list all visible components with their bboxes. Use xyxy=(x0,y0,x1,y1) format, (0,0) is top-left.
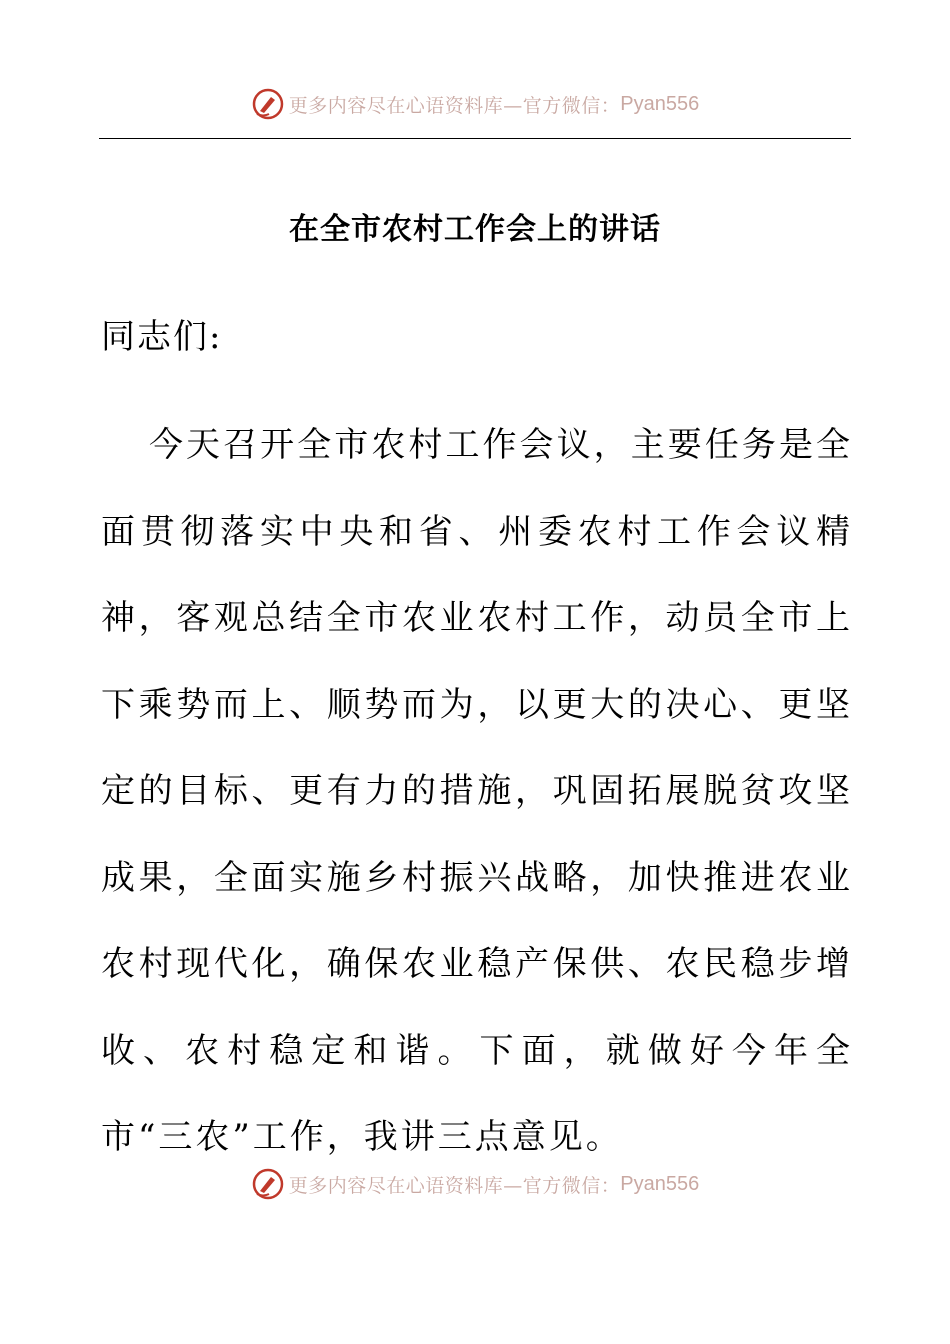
header-wechat-id: Pyan556 xyxy=(620,92,700,115)
brand-logo-icon xyxy=(251,1167,285,1201)
document-title: 在全市农村工作会上的讲话 xyxy=(289,212,661,247)
header-banner xyxy=(0,84,950,124)
header-divider xyxy=(99,138,851,139)
header-promo-text: 更多内容尽在心语资料库—官方微信： xyxy=(288,94,621,117)
salutation: 同志们: xyxy=(101,317,223,357)
body-paragraph: 今天召开全市农村工作会议，主要任务是全面贯彻落实中央和省、州委农村工作会议精神，客观总结全市农业农村工作，动员全市上下乘势而上、顺势而为，以更大的决心、更坚定的目标、更有力的措施，巩固拓展脱贫攻坚成果，全面实施乡村振兴战略，加快推进农业农村现代化，确保农业稳产保供、农民稳步增收、农村稳定和谐。下面，就做好今年全市“三农”工作，我讲三点意见。 xyxy=(101,425,853,1157)
footer-wechat-id: Pyan556 xyxy=(620,1172,700,1195)
footer-banner xyxy=(0,1164,950,1204)
brand-logo-icon xyxy=(251,87,285,121)
footer-promo-text: 更多内容尽在心语资料库—官方微信： xyxy=(288,1174,621,1197)
